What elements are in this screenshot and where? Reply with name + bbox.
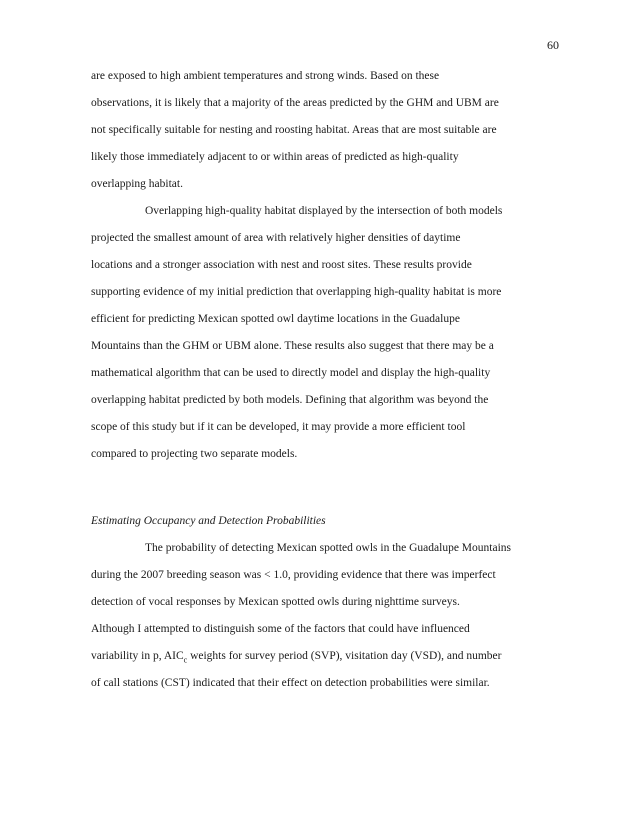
text-line-aic [91, 643, 555, 670]
text-line: mathematical algorithm that can be used to directly model and display the high-quality [91, 367, 491, 379]
text-line: are exposed to high ambient temperatures and strong winds. Based on these [91, 70, 440, 82]
text-line: during the 2007 breeding season was < 1.0, providing evidence that there was imperfect [91, 569, 496, 581]
text-line: overlapping habitat predicted by both models. Defining that algorithm was beyond the [91, 394, 489, 406]
page-number: 60 [547, 38, 559, 52]
text-line: likely those immediately adjacent to or within areas of predicted as high-quality [91, 151, 459, 163]
text-line: supporting evidence of my initial prediction that overlapping high-quality habitat is more [91, 286, 502, 298]
text-line: detection of vocal responses by Mexican spotted owls during nighttime surveys. [91, 596, 460, 608]
section-heading: Estimating Occupancy and Detection Probabilities [91, 515, 326, 527]
text-line: efficient for predicting Mexican spotted owl daytime locations in the Guadalupe [91, 313, 460, 325]
text-line: Although I attempted to distinguish some of the factors that could have influenced [91, 623, 470, 635]
text-line: scope of this study but if it can be developed, it may provide a more efficient tool [91, 421, 466, 433]
text-line: locations and a stronger association with nest and roost sites. These results provide [91, 259, 472, 271]
text-line: projected the smallest amount of area with relatively higher densities of daytime [91, 232, 461, 244]
text-line: not specifically suitable for nesting and roosting habitat. Areas that are most suitable are [91, 124, 497, 136]
text-line: Overlapping high-quality habitat displayed by the intersection of both models [145, 205, 503, 217]
text-line: The probability of detecting Mexican spotted owls in the Guadalupe Mountains [145, 542, 512, 554]
section-heading-block [91, 508, 555, 535]
text-line: overlapping habitat. [91, 178, 183, 190]
paragraph-2 [91, 198, 555, 468]
text-line: Mountains than the GHM or UBM alone. These results also suggest that there may be a [91, 340, 494, 352]
aic-subscript: c [183, 655, 188, 665]
aic-prefix: variability in p, AIC [91, 650, 184, 662]
text-line: observations, it is likely that a majority of the areas predicted by the GHM and UBM are [91, 97, 499, 109]
text-line: of call stations (CST) indicated that their effect on detection probabilities were similar. [91, 677, 490, 689]
aic-rest: weights for survey period (SVP), visitation day (VSD), and number [187, 650, 502, 662]
paragraph-1 [91, 63, 555, 198]
paragraph-3 [91, 535, 555, 697]
text-line: compared to projecting two separate models. [91, 448, 298, 460]
